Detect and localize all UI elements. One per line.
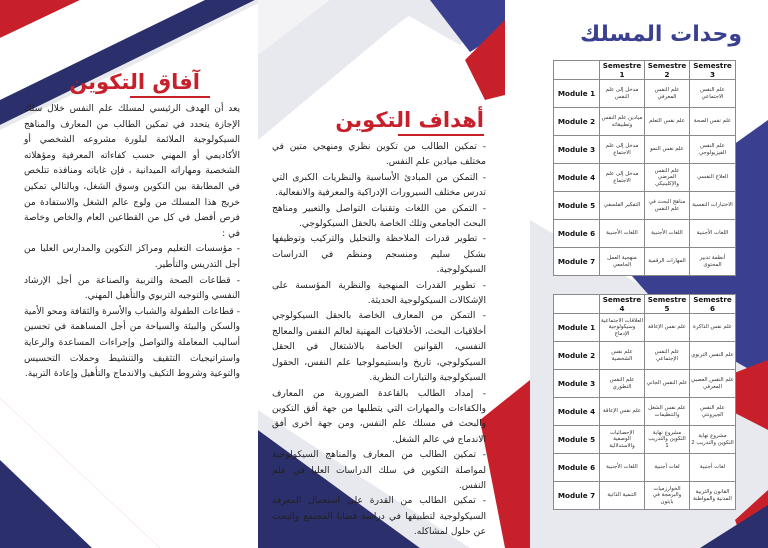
module-cell: العلاقات الاجتماعية وسيكولوجية الإدماج xyxy=(600,314,645,342)
middle-column-text xyxy=(272,140,486,541)
mid-bottom-red-band xyxy=(480,380,530,548)
module-cell: مدخل إلى علم الاجتماع xyxy=(600,136,645,164)
module-label: Module 7 xyxy=(554,248,600,276)
semester-header: Semestre 4 xyxy=(600,295,645,314)
module-cell: مشروع نهاية التكوين والتدريب 1 xyxy=(645,426,690,454)
middle-title-underline xyxy=(398,134,484,136)
module-cell: علم النفس الجيرونتي xyxy=(690,398,736,426)
table-row xyxy=(554,136,736,164)
module-label: Module 4 xyxy=(554,164,600,192)
module-cell: علم النفس الإجتماعي xyxy=(645,342,690,370)
module-cell: لغات أجنبية xyxy=(690,454,736,482)
left-title-underline xyxy=(130,96,210,98)
module-cell: التنمية الذاتية xyxy=(600,482,645,510)
module-cell: علم النفس الجاني xyxy=(645,370,690,398)
module-label: Module 4 xyxy=(554,398,600,426)
module-label: Module 5 xyxy=(554,426,600,454)
table-row xyxy=(554,164,736,192)
modules-table-semesters-4-6 xyxy=(553,294,736,510)
module-cell: علم نفس الإعاقة xyxy=(600,398,645,426)
module-cell: المهارات الرقمية xyxy=(645,248,690,276)
module-cell: علم النفس المعرفي xyxy=(645,80,690,108)
table-corner xyxy=(554,61,600,80)
left-column-title: آفاق التكوين xyxy=(69,70,200,94)
semester-header: Semestre 1 xyxy=(600,61,645,80)
table-row xyxy=(554,370,736,398)
module-cell: علم النفس الاجتماعي xyxy=(690,80,736,108)
table-row xyxy=(554,482,736,510)
semester-header: Semestre 3 xyxy=(690,61,736,80)
module-cell: علم نفس الشغل والتنظيمات xyxy=(645,398,690,426)
middle-paragraph: - إمداد الطالب بالقاعدة الضرورية من المعارف والكفاءات والمهارات التي يتطلبها من جهة أفق التكوين والبحث في مسلك علم النفس، ومن جهة أخرى أفق الاندماج في عالم الشغل. xyxy=(272,388,486,445)
module-cell: علم النفس التربوي xyxy=(690,342,736,370)
table-corner xyxy=(554,295,600,314)
module-label: Module 2 xyxy=(554,342,600,370)
middle-paragraph: - تطوير قدرات الملاحظة والتحليل والتركيب وتوظيفها بشكل سليم ومنسجم ومنظم في الدراسات السيكولوجية. xyxy=(272,234,486,276)
table-row xyxy=(554,108,736,136)
middle-paragraph: - التمكن من اللغات وتقنيات التواصل والتعبير ومناهج البحث الجامعي وتلك الخاصة بالحقل السيكولوجي. xyxy=(272,203,486,230)
module-cell: مدخل إلى علم النفس xyxy=(600,80,645,108)
module-cell: اللغات الأجنبية xyxy=(690,220,736,248)
module-cell: علم نفس الذاكرة xyxy=(690,314,736,342)
module-cell: علم نفس الإعاقة xyxy=(645,314,690,342)
table-header-row xyxy=(554,295,736,314)
table-row xyxy=(554,398,736,426)
left-paragraph: يعد أن الهدف الرئيسي لمسلك علم النفس خلال سلك الإجازة يتحدد في تمكين الطالب من المعارف والمناهج السيكولوجية الملائمة لبلورة مشروعه الشخصي أو الأكاديمي أو المهني حسب كفاءاته المعرفية ومؤهلاته الشخصية ومهاراته الميدانية ، فإن غاياته ومنافذه تتلخص في المطابقة بين التكوين وسوق الشغل، وبالتالي تمكين خريج هذا المسلك من ولوج عالم الشغل والاستفادة من فرص أفضل في كل من القطاعين العام والخاص وخاصة في : xyxy=(24,104,240,239)
module-label: Module 3 xyxy=(554,136,600,164)
module-label: Module 1 xyxy=(554,80,600,108)
module-cell: اللغات الأجنبية xyxy=(600,220,645,248)
table-row xyxy=(554,342,736,370)
semester-header: Semestre 5 xyxy=(645,295,690,314)
middle-paragraph: - تطوير القدرات المنهجية والنظرية المؤسسة على الإشكالات السيكولوجية الحديثة. xyxy=(272,280,486,307)
module-cell: أنظمة تدبير المحتوى xyxy=(690,248,736,276)
middle-column-title: أهداف التكوين xyxy=(335,108,484,132)
module-cell: علم النفس المرضي والإكلينيكي xyxy=(645,164,690,192)
module-label: Module 2 xyxy=(554,108,600,136)
module-cell: علم نفس الشخصية xyxy=(600,342,645,370)
table-row xyxy=(554,426,736,454)
table-row xyxy=(554,314,736,342)
middle-paragraph: - تمكين الطالب من القدرة على استعمال المعرفة السيكولوجية لتطبيقها في دراسة قضايا المجتمع والبحث عن حلول لمشاكله. xyxy=(272,496,486,538)
module-cell: مدخل إلى علم الاجتماع xyxy=(600,164,645,192)
left-paragraph: - قطاعات الصحة والتربية والصناعة من أجل الإرشاد النفسي والتوجيه التربوي والتأهيل المهني. xyxy=(24,275,240,302)
module-cell: اللغات الأجنبية xyxy=(600,454,645,482)
table-row xyxy=(554,220,736,248)
module-cell: علم النفس الفيزيولوجي xyxy=(690,136,736,164)
semester-header: Semestre 2 xyxy=(645,61,690,80)
semester-header: Semestre 6 xyxy=(690,295,736,314)
module-cell: الخوارزميات والبرمجة في بايثون xyxy=(645,482,690,510)
module-cell: القانون والتربية المدنية والمواطنة xyxy=(690,482,736,510)
middle-paragraph: - تمكين الطالب من تكوين نظري ومنهجي متين في مختلف ميادين علم النفس. xyxy=(272,142,486,168)
module-cell: مناهج البحث في علم النفس xyxy=(645,192,690,220)
module-cell: التفكير الفلسفي xyxy=(600,192,645,220)
module-cell: الإحصائيات الوصفية والاستدلالية xyxy=(600,426,645,454)
right-column-title: وحدات المسلك xyxy=(580,22,742,47)
table-row xyxy=(554,192,736,220)
module-cell: منهجية العمل الجامعي xyxy=(600,248,645,276)
module-cell: علم نفس النمو xyxy=(645,136,690,164)
middle-paragraph: - التمكن من المعارف الخاصة بالحقل السيكولوجي أخلاقيات البحث، الأخلاقيات المهنية لعالم النفس والمعالج النفسي، القوانين الخاصة بالاشتغال في الحقل السيكولوجي، تاريخ وابستيمولوجيا علم النفس، الحقول السيكولوجية والتيارات النظرية. xyxy=(272,311,486,384)
module-cell: اللغات الأجنبية xyxy=(645,220,690,248)
middle-paragraph: - التمكن من المبادئ الأساسية والنظريات الكبرى التي تدرس مختلف السيرورات الإدراكية والمعرفية والانفعالية. xyxy=(272,172,486,199)
module-cell: العلاج النفسي xyxy=(690,164,736,192)
left-column-text xyxy=(24,102,240,383)
module-cell: علم النفس العصبي المعرفي xyxy=(690,370,736,398)
middle-paragraph: - تمكين الطالب من المعارف والمناهج السيكولوجية لمواصلة التكوين في سلك الدراسات العليا في علم النفس. xyxy=(272,450,486,491)
module-label: Module 5 xyxy=(554,192,600,220)
left-paragraph: - مؤسسات التعليم ومراكز التكوين والمدارس العليا من أجل التدريس والتأطير. xyxy=(24,244,240,270)
module-label: Module 6 xyxy=(554,454,600,482)
module-cell: علم نفس الصحة xyxy=(690,108,736,136)
table-row xyxy=(554,248,736,276)
module-cell: علم نفس التعلم xyxy=(645,108,690,136)
module-cell: الاختبارات النفسية xyxy=(690,192,736,220)
table-header-row xyxy=(554,61,736,80)
module-cell: علم النفس التطوري xyxy=(600,370,645,398)
module-cell: لغات أجنبية xyxy=(645,454,690,482)
module-cell: مشروع نهاية التكوين والتدريب 2 xyxy=(690,426,736,454)
table-row xyxy=(554,454,736,482)
left-paragraph: - قطاعات الطفولة والشباب والأسرة والثقافة ومحو الأمية والسكن والبيئة والسياحة من أجل المساهمة في تحسين أساليب المعاملة والتواصل وإجراءات المساعدة والرعاية واستراتيجيات التثقيف والتنشيط وحملات التحسيس والتوعية وشروط التكيف والاندماج والتأهيل وإعادة التربية. xyxy=(24,306,240,380)
table-row xyxy=(554,80,736,108)
module-label: Module 1 xyxy=(554,314,600,342)
module-label: Module 7 xyxy=(554,482,600,510)
modules-table-semesters-1-3 xyxy=(553,60,736,276)
module-label: Module 6 xyxy=(554,220,600,248)
module-label: Module 3 xyxy=(554,370,600,398)
module-cell: ميادين علم النفس وتطبيقاته xyxy=(600,108,645,136)
